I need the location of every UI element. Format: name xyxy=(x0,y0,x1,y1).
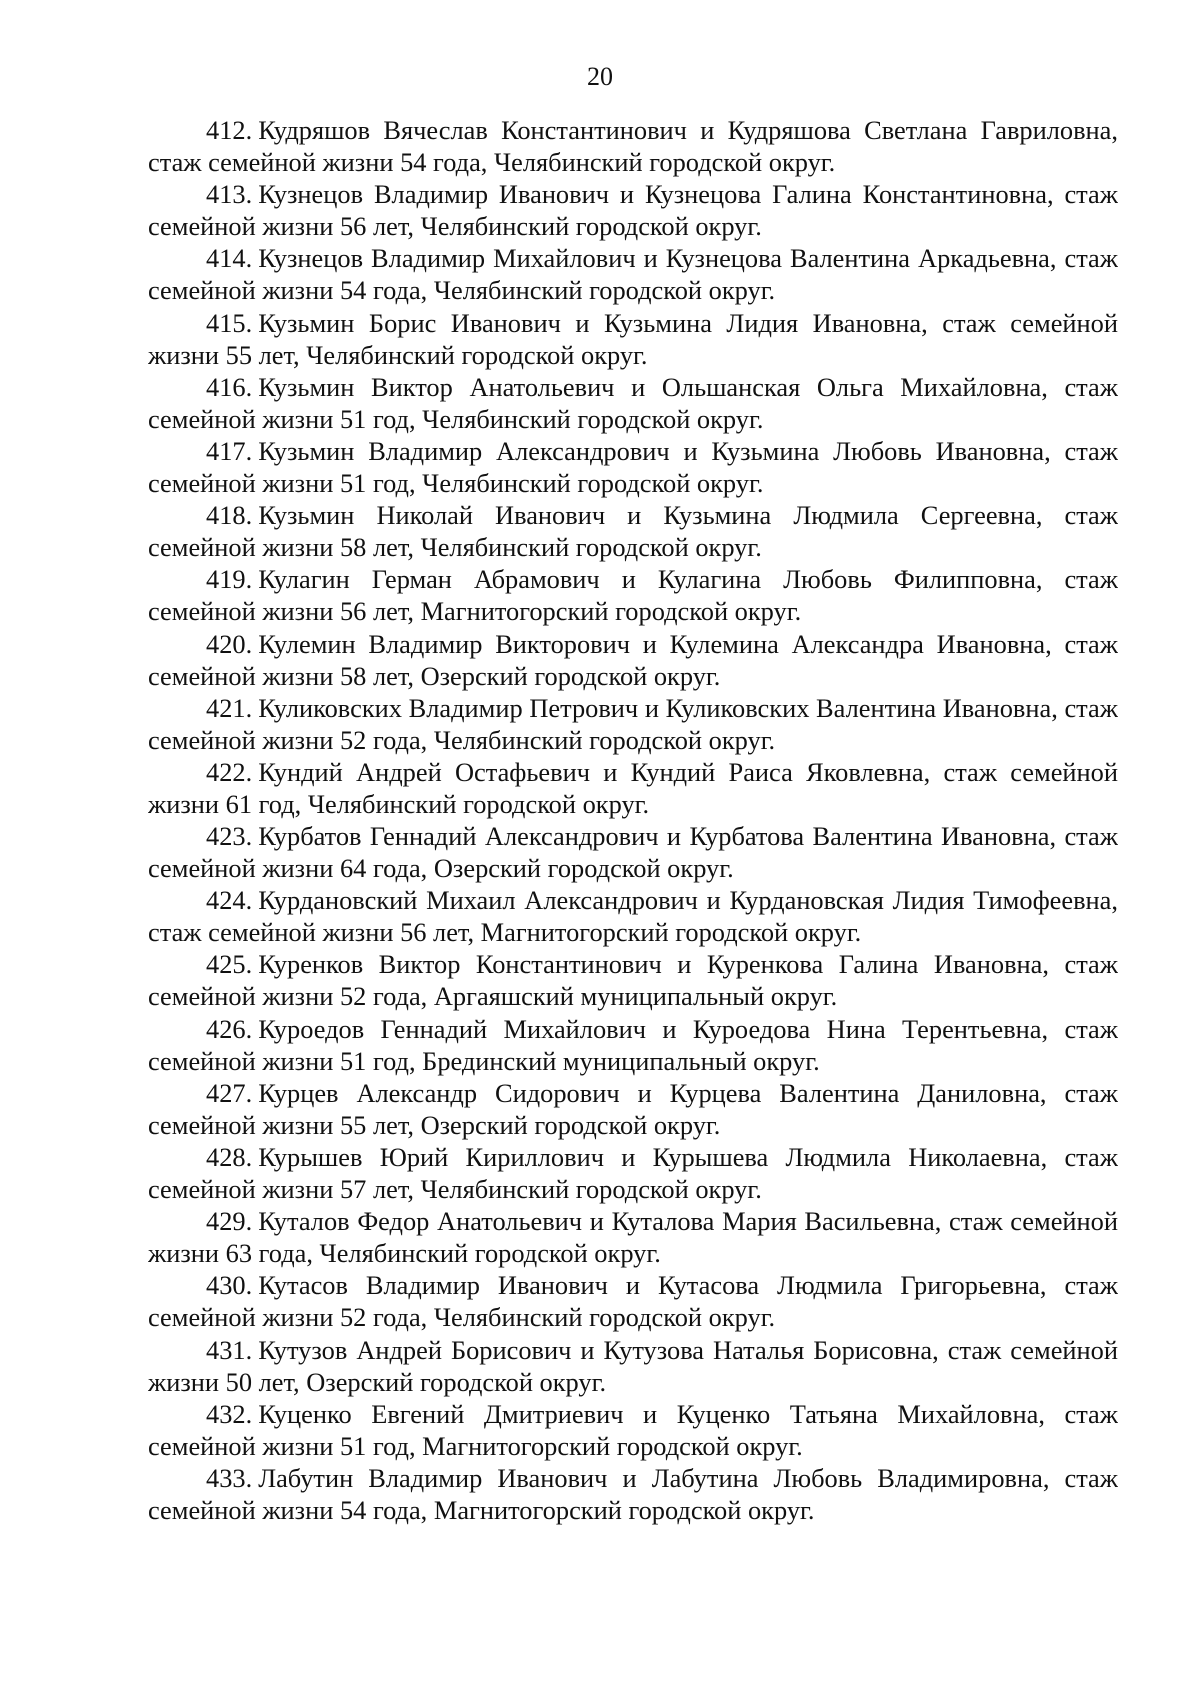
entry-text: Кулагин Герман Абрамович и Кулагина Любовь Филипповна, стаж семейной жизни 56 лет, Магнитогорский городской округ. xyxy=(148,564,1118,627)
list-item xyxy=(148,307,1118,371)
entry-text: Кузьмин Владимир Александрович и Кузьмина Любовь Ивановна, стаж семейной жизни 51 год, Челябинский городской округ. xyxy=(148,435,1118,498)
list-item xyxy=(148,178,1118,242)
entry-text: Кузьмин Виктор Анатольевич и Ольшанская Ольга Михайловна, стаж семейной жизни 51 год, Челябинский городской округ. xyxy=(148,371,1118,434)
entry-text: Кулемин Владимир Викторович и Кулемина Александра Ивановна, стаж семейной жизни 58 лет, Озерский городской округ. xyxy=(148,628,1118,691)
list-item xyxy=(148,242,1118,306)
entry-number: 427. xyxy=(206,1077,253,1108)
entry-number: 414. xyxy=(206,243,253,274)
list-item xyxy=(148,1205,1118,1269)
list-item xyxy=(148,756,1118,820)
list-item xyxy=(148,628,1118,692)
entry-number: 425. xyxy=(206,949,253,980)
list-item xyxy=(148,563,1118,627)
list-item xyxy=(148,1141,1118,1205)
entry-number: 412. xyxy=(206,115,253,145)
page-number: 20 xyxy=(587,62,613,91)
entry-number: 419. xyxy=(206,564,253,595)
entry-text: Кузьмин Николай Иванович и Кузьмина Людмила Сергеевна, стаж семейной жизни 58 лет, Челябинский городской округ. xyxy=(148,500,1118,563)
entry-text: Кузнецов Владимир Иванович и Кузнецова Галина Константиновна, стаж семейной жизни 56 лет, Челябинский городской округ. xyxy=(148,179,1118,242)
entry-text: Кундий Андрей Остафьевич и Кундий Раиса Яковлевна, стаж семейной жизни 61 год, Челябинский городской округ. xyxy=(148,756,1118,819)
entry-number: 429. xyxy=(206,1206,253,1237)
entry-number: 417. xyxy=(206,435,253,466)
entry-number: 418. xyxy=(206,500,253,531)
list-item xyxy=(148,371,1118,435)
entry-text: Кутасов Владимир Иванович и Кутасова Людмила Григорьевна, стаж семейной жизни 52 года, Челябинский городской округ. xyxy=(148,1270,1118,1333)
entry-text: Куценко Евгений Дмитриевич и Куценко Татьяна Михайловна, стаж семейной жизни 51 год, Магнитогорский городской округ. xyxy=(148,1398,1118,1461)
entry-number: 416. xyxy=(206,371,253,402)
list-item xyxy=(148,1398,1118,1462)
entry-text: Куталов Федор Анатольевич и Куталова Мария Васильевна, стаж семейной жизни 63 года, Челябинский городской округ. xyxy=(148,1206,1118,1269)
entry-number: 426. xyxy=(206,1013,253,1044)
entry-number: 431. xyxy=(206,1334,253,1365)
entry-number: 422. xyxy=(206,756,253,787)
entry-text: Куликовских Владимир Петрович и Куликовских Валентина Ивановна, стаж семейной жизни 52 года, Челябинский городской округ. xyxy=(148,692,1118,755)
list-item xyxy=(148,820,1118,884)
list-item xyxy=(148,1462,1118,1526)
entry-number: 430. xyxy=(206,1270,253,1301)
list-item xyxy=(148,692,1118,756)
entry-text: Кузнецов Владимир Михайлович и Кузнецова Валентина Аркадьевна, стаж семейной жизни 54 года, Челябинский городской округ. xyxy=(148,243,1118,306)
entry-text: Курцев Александр Сидорович и Курцева Валентина Даниловна, стаж семейной жизни 55 лет, Озерский городской округ. xyxy=(148,1077,1118,1140)
list-item xyxy=(148,1077,1118,1141)
entry-list xyxy=(148,114,1118,1526)
entry-text: Курбатов Геннадий Александрович и Курбатова Валентина Ивановна, стаж семейной жизни 64 года, Озерский городской округ. xyxy=(148,821,1118,884)
list-item xyxy=(148,499,1118,563)
list-item xyxy=(148,1334,1118,1398)
list-item xyxy=(148,948,1118,1012)
entry-number: 424. xyxy=(206,885,253,916)
list-item xyxy=(148,114,1118,178)
list-item xyxy=(148,1013,1118,1077)
entry-text: Кутузов Андрей Борисович и Кутузова Наталья Борисовна, стаж семейной жизни 50 лет, Озерский городской округ. xyxy=(148,1334,1118,1397)
entry-number: 423. xyxy=(206,821,253,852)
entry-number: 421. xyxy=(206,692,253,723)
list-item xyxy=(148,884,1118,948)
entry-number: 420. xyxy=(206,628,253,659)
entry-number: 428. xyxy=(206,1142,253,1172)
list-item xyxy=(148,1269,1118,1333)
entry-text: Курышев Юрий Кириллович и Курышева Людмила Николаевна, стаж семейной жизни 57 лет, Челябинский городской округ. xyxy=(148,1142,1118,1204)
list-item xyxy=(148,435,1118,499)
entry-text: Кудряшов Вячеслав Константинович и Кудряшова Светлана Гавриловна, стаж семейной жизни 54 года, Челябинский городской округ. xyxy=(148,115,1118,177)
entry-text: Лабутин Владимир Иванович и Лабутина Любовь Владимировна, стаж семейной жизни 54 года, Магнитогорский городской округ. xyxy=(148,1462,1118,1525)
entry-number: 432. xyxy=(206,1398,253,1429)
entry-text: Куренков Виктор Константинович и Куренкова Галина Ивановна, стаж семейной жизни 52 года, Аргаяшский муниципальный округ. xyxy=(148,949,1118,1012)
entry-text: Куроедов Геннадий Михайлович и Куроедова Нина Терентьевна, стаж семейной жизни 51 год, Брединский муниципальный округ. xyxy=(148,1013,1118,1076)
entry-number: 413. xyxy=(206,179,253,210)
entry-number: 415. xyxy=(206,307,253,338)
entry-text: Кузьмин Борис Иванович и Кузьмина Лидия Ивановна, стаж семейной жизни 55 лет, Челябинский городской округ. xyxy=(148,307,1118,370)
entry-number: 433. xyxy=(206,1462,253,1493)
entry-text: Курдановский Михаил Александрович и Курдановская Лидия Тимофеевна, стаж семейной жизни 56 лет, Магнитогорский городской округ. xyxy=(148,885,1118,948)
